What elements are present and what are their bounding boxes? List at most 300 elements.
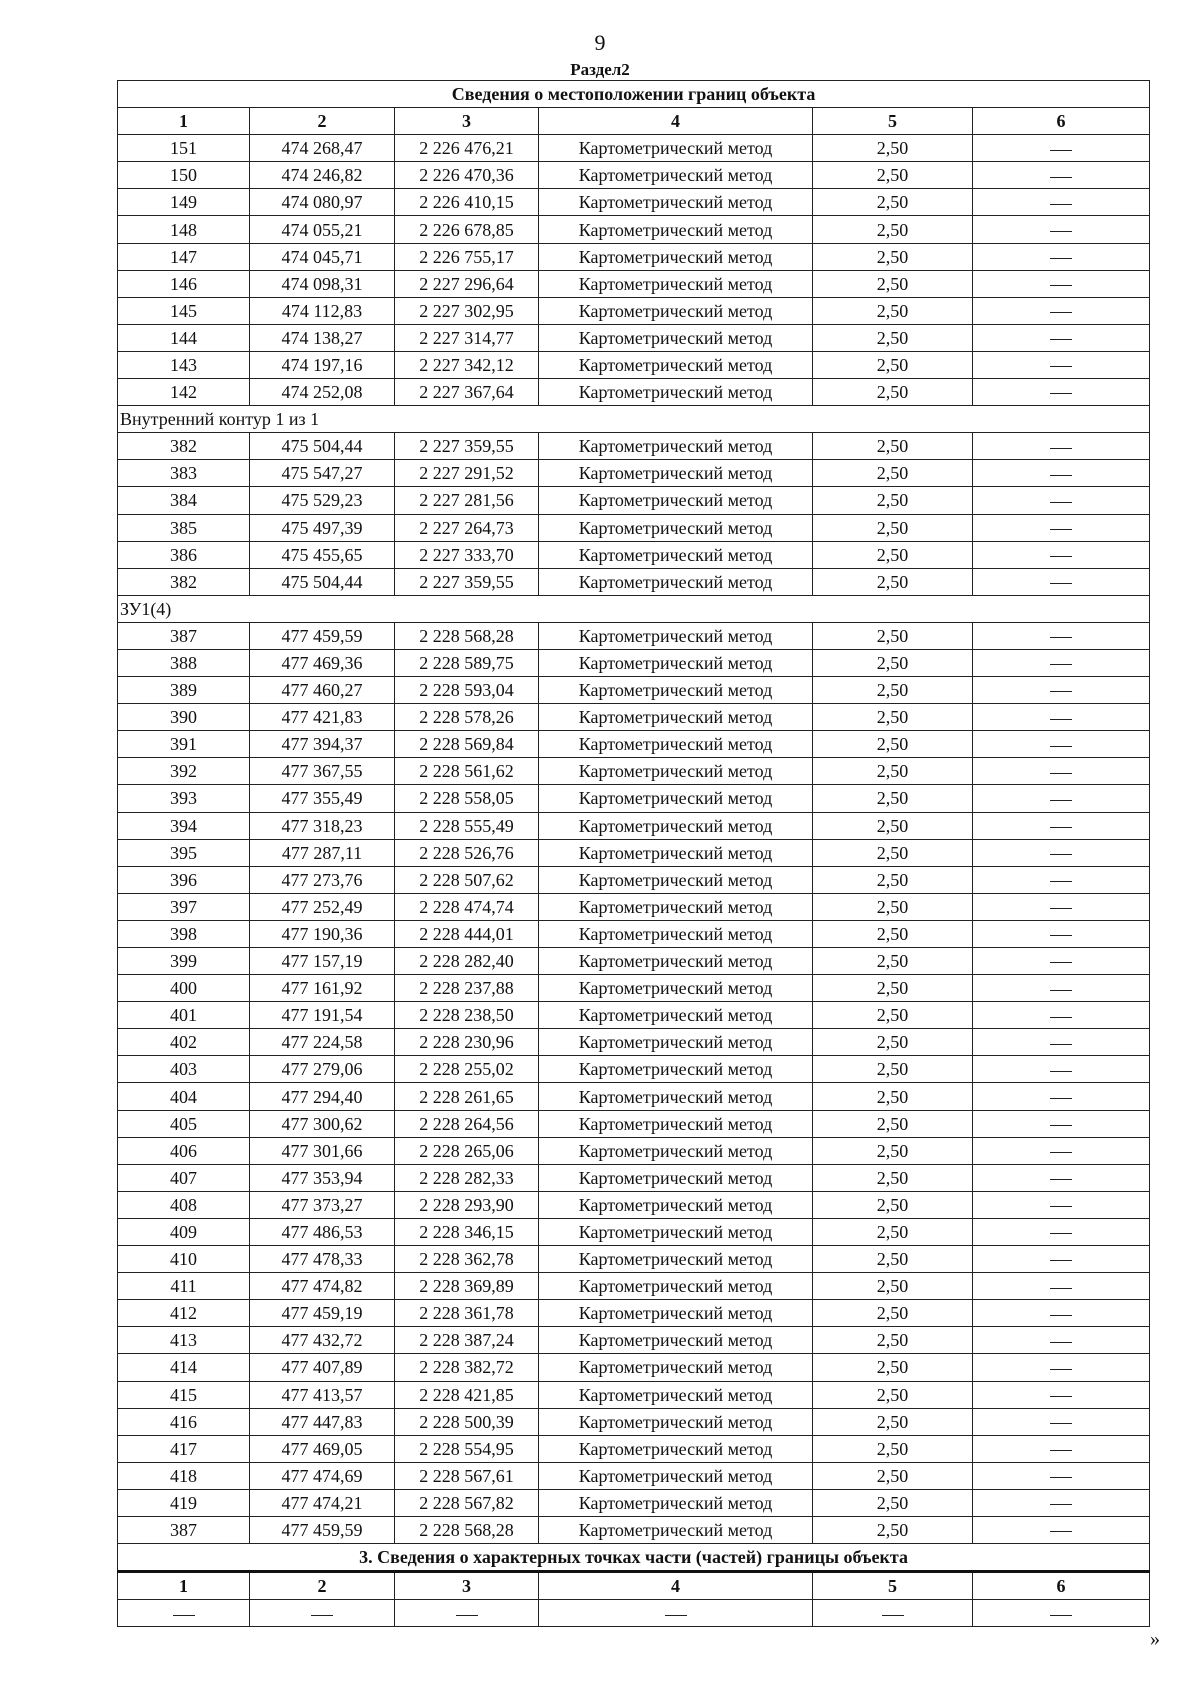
point-number-cell: 411	[118, 1273, 250, 1300]
table-row	[118, 216, 1150, 243]
empty-value-cell	[973, 893, 1150, 920]
y-coordinate-cell: 2 228 369,89	[395, 1273, 539, 1300]
method-cell: Картометрический метод	[539, 1273, 813, 1300]
y-coordinate-cell: 2 226 410,15	[395, 189, 539, 216]
table-row	[118, 162, 1150, 189]
empty-value-cell	[973, 1381, 1150, 1408]
table-row	[118, 893, 1150, 920]
table-row	[118, 920, 1150, 947]
x-coordinate-cell: 474 252,08	[250, 379, 395, 406]
table-row	[118, 1056, 1150, 1083]
y-coordinate-cell: 2 228 555,49	[395, 812, 539, 839]
point-number-cell: 419	[118, 1489, 250, 1516]
dash-mark	[1050, 1450, 1072, 1451]
y-coordinate-cell: 2 228 237,88	[395, 975, 539, 1002]
x-coordinate-cell: 477 469,05	[250, 1435, 395, 1462]
point-number-cell: 410	[118, 1246, 250, 1273]
x-coordinate-cell: 474 268,47	[250, 135, 395, 162]
point-number-cell: 151	[118, 135, 250, 162]
y-coordinate-cell: 2 227 367,64	[395, 379, 539, 406]
x-coordinate-cell: 474 045,71	[250, 243, 395, 270]
point-number-cell: 409	[118, 1218, 250, 1245]
method-cell: Картометрический метод	[539, 1002, 813, 1029]
dash-mark	[1050, 1396, 1072, 1397]
table-row	[118, 1408, 1150, 1435]
x-coordinate-cell: 477 459,59	[250, 1516, 395, 1543]
accuracy-cell: 2,50	[813, 1489, 973, 1516]
point-number-cell: 401	[118, 1002, 250, 1029]
y-coordinate-cell: 2 228 238,50	[395, 1002, 539, 1029]
y-coordinate-cell: 2 228 500,39	[395, 1408, 539, 1435]
point-number-cell: 142	[118, 379, 250, 406]
table-row	[118, 1489, 1150, 1516]
table-row	[118, 1300, 1150, 1327]
accuracy-cell: 2,50	[813, 649, 973, 676]
empty-value-cell	[973, 1327, 1150, 1354]
table-row	[118, 812, 1150, 839]
y-coordinate-cell: 2 228 474,74	[395, 893, 539, 920]
point-number-cell: 396	[118, 866, 250, 893]
method-cell: Картометрический метод	[539, 948, 813, 975]
accuracy-cell: 2,50	[813, 1435, 973, 1462]
empty-value-cell	[973, 297, 1150, 324]
column-number: 5	[813, 108, 973, 135]
point-number-cell: 387	[118, 622, 250, 649]
method-cell: Картометрический метод	[539, 649, 813, 676]
x-coordinate-cell: 474 055,21	[250, 216, 395, 243]
empty-value-cell	[973, 1600, 1150, 1627]
dash-mark	[1050, 177, 1072, 178]
dash-mark	[1050, 990, 1072, 991]
x-coordinate-cell: 475 529,23	[250, 487, 395, 514]
y-coordinate-cell: 2 228 361,78	[395, 1300, 539, 1327]
method-cell: Картометрический метод	[539, 758, 813, 785]
method-cell: Картометрический метод	[539, 514, 813, 541]
y-coordinate-cell: 2 228 507,62	[395, 866, 539, 893]
empty-value-cell	[973, 1408, 1150, 1435]
point-number-cell: 414	[118, 1354, 250, 1381]
y-coordinate-cell: 2 226 470,36	[395, 162, 539, 189]
point-number-cell: 387	[118, 1516, 250, 1543]
y-coordinate-cell: 2 228 578,26	[395, 704, 539, 731]
accuracy-cell: 2,50	[813, 758, 973, 785]
x-coordinate-cell: 477 355,49	[250, 785, 395, 812]
dash-mark	[1050, 827, 1072, 828]
column-number: 3	[395, 1572, 539, 1600]
method-cell: Картометрический метод	[539, 1029, 813, 1056]
table-row	[118, 487, 1150, 514]
dash-mark	[1050, 1531, 1072, 1532]
accuracy-cell: 2,50	[813, 1029, 973, 1056]
point-number-cell: 393	[118, 785, 250, 812]
empty-value-cell	[395, 1600, 539, 1627]
accuracy-cell: 2,50	[813, 568, 973, 595]
group-label: Внутренний контур 1 из 1	[118, 406, 1150, 433]
method-cell: Картометрический метод	[539, 297, 813, 324]
empty-value-cell	[973, 785, 1150, 812]
x-coordinate-cell: 477 279,06	[250, 1056, 395, 1083]
method-cell: Картометрический метод	[539, 1435, 813, 1462]
method-cell: Картометрический метод	[539, 189, 813, 216]
table-row	[118, 839, 1150, 866]
point-number-cell: 382	[118, 433, 250, 460]
dash-mark	[1050, 1260, 1072, 1261]
x-coordinate-cell: 477 459,19	[250, 1300, 395, 1327]
accuracy-cell: 2,50	[813, 839, 973, 866]
x-coordinate-cell: 477 474,21	[250, 1489, 395, 1516]
y-coordinate-cell: 2 227 291,52	[395, 460, 539, 487]
point-number-cell: 390	[118, 704, 250, 731]
section-title: Раздел2	[570, 60, 630, 79]
method-cell: Картометрический метод	[539, 677, 813, 704]
accuracy-cell: 2,50	[813, 1327, 973, 1354]
x-coordinate-cell: 477 157,19	[250, 948, 395, 975]
method-cell: Картометрический метод	[539, 1137, 813, 1164]
method-cell: Картометрический метод	[539, 379, 813, 406]
empty-value-cell	[539, 1600, 813, 1627]
method-cell: Картометрический метод	[539, 541, 813, 568]
table-caption: Сведения о местоположении границ объекта	[118, 81, 1150, 108]
accuracy-cell: 2,50	[813, 731, 973, 758]
closing-quote: »	[1150, 1628, 1160, 1650]
table-row	[118, 785, 1150, 812]
dash-mark	[1050, 719, 1072, 720]
empty-value-cell	[973, 1137, 1150, 1164]
method-cell: Картометрический метод	[539, 1246, 813, 1273]
accuracy-cell: 2,50	[813, 1300, 973, 1327]
accuracy-cell: 2,50	[813, 487, 973, 514]
accuracy-cell: 2,50	[813, 812, 973, 839]
x-coordinate-cell: 475 497,39	[250, 514, 395, 541]
point-number-cell: 413	[118, 1327, 250, 1354]
method-cell: Картометрический метод	[539, 1489, 813, 1516]
empty-value-cell	[973, 812, 1150, 839]
empty-value-cell	[973, 866, 1150, 893]
point-number-cell: 146	[118, 270, 250, 297]
empty-value-cell	[973, 216, 1150, 243]
method-cell: Картометрический метод	[539, 812, 813, 839]
accuracy-cell: 2,50	[813, 975, 973, 1002]
dash-mark	[1050, 1369, 1072, 1370]
x-coordinate-cell: 477 432,72	[250, 1327, 395, 1354]
y-coordinate-cell: 2 228 346,15	[395, 1218, 539, 1245]
point-number-cell: 408	[118, 1191, 250, 1218]
point-number-cell: 402	[118, 1029, 250, 1056]
table-row	[118, 297, 1150, 324]
empty-value-cell	[973, 487, 1150, 514]
accuracy-cell: 2,50	[813, 785, 973, 812]
column-number-row	[118, 108, 1150, 135]
accuracy-cell: 2,50	[813, 216, 973, 243]
y-coordinate-cell: 2 228 293,90	[395, 1191, 539, 1218]
y-coordinate-cell: 2 228 593,04	[395, 677, 539, 704]
y-coordinate-cell: 2 228 561,62	[395, 758, 539, 785]
empty-value-cell	[973, 433, 1150, 460]
dash-mark	[1050, 556, 1072, 557]
table-row	[118, 1246, 1150, 1273]
method-cell: Картометрический метод	[539, 216, 813, 243]
dash-mark	[1050, 312, 1072, 313]
table-row	[118, 758, 1150, 785]
accuracy-cell: 2,50	[813, 893, 973, 920]
accuracy-cell: 2,50	[813, 1137, 973, 1164]
column-number: 5	[813, 1572, 973, 1600]
empty-value-cell	[973, 704, 1150, 731]
empty-value-cell	[973, 541, 1150, 568]
point-number-cell: 388	[118, 649, 250, 676]
x-coordinate-cell: 477 447,83	[250, 1408, 395, 1435]
empty-value-cell	[973, 948, 1150, 975]
dash-mark	[1050, 258, 1072, 259]
table-row	[118, 1218, 1150, 1245]
method-cell: Картометрический метод	[539, 704, 813, 731]
empty-value-cell	[973, 379, 1150, 406]
dash-mark	[1050, 746, 1072, 747]
table-row	[118, 243, 1150, 270]
accuracy-cell: 2,50	[813, 704, 973, 731]
empty-value-cell	[973, 1462, 1150, 1489]
y-coordinate-cell: 2 228 567,82	[395, 1489, 539, 1516]
dash-mark	[1050, 935, 1072, 936]
accuracy-cell: 2,50	[813, 1246, 973, 1273]
y-coordinate-cell: 2 228 569,84	[395, 731, 539, 758]
accuracy-cell: 2,50	[813, 622, 973, 649]
table-row	[118, 189, 1150, 216]
accuracy-cell: 2,50	[813, 351, 973, 378]
section3-title: 3. Сведения о характерных точках части (частей) границы объекта	[118, 1544, 1150, 1572]
table-row	[118, 270, 1150, 297]
point-number-cell: 400	[118, 975, 250, 1002]
column-number: 1	[118, 1572, 250, 1600]
table-row	[118, 1110, 1150, 1137]
empty-value-cell	[813, 1600, 973, 1627]
x-coordinate-cell: 475 455,65	[250, 541, 395, 568]
x-coordinate-cell: 477 413,57	[250, 1381, 395, 1408]
empty-value-cell	[973, 920, 1150, 947]
accuracy-cell: 2,50	[813, 1516, 973, 1543]
method-cell: Картометрический метод	[539, 1327, 813, 1354]
point-number-cell: 412	[118, 1300, 250, 1327]
point-number-cell: 148	[118, 216, 250, 243]
x-coordinate-cell: 477 469,36	[250, 649, 395, 676]
empty-value-cell	[973, 1516, 1150, 1543]
point-number-cell: 143	[118, 351, 250, 378]
x-coordinate-cell: 474 080,97	[250, 189, 395, 216]
y-coordinate-cell: 2 228 589,75	[395, 649, 539, 676]
method-cell: Картометрический метод	[539, 920, 813, 947]
accuracy-cell: 2,50	[813, 460, 973, 487]
dash-mark	[1050, 448, 1072, 449]
method-cell: Картометрический метод	[539, 893, 813, 920]
table-row	[118, 649, 1150, 676]
y-coordinate-cell: 2 228 362,78	[395, 1246, 539, 1273]
point-number-cell: 394	[118, 812, 250, 839]
accuracy-cell: 2,50	[813, 1273, 973, 1300]
table-row	[118, 1164, 1150, 1191]
accuracy-cell: 2,50	[813, 1002, 973, 1029]
y-coordinate-cell: 2 228 265,06	[395, 1137, 539, 1164]
dash-mark	[1050, 502, 1072, 503]
x-coordinate-cell: 474 246,82	[250, 162, 395, 189]
y-coordinate-cell: 2 227 314,77	[395, 324, 539, 351]
dash-mark	[1050, 664, 1072, 665]
x-coordinate-cell: 474 197,16	[250, 351, 395, 378]
accuracy-cell: 2,50	[813, 379, 973, 406]
x-coordinate-cell: 477 460,27	[250, 677, 395, 704]
y-coordinate-cell: 2 228 261,65	[395, 1083, 539, 1110]
empty-value-cell	[973, 1110, 1150, 1137]
table-row	[118, 622, 1150, 649]
empty-value-cell	[973, 839, 1150, 866]
empty-value-cell	[973, 351, 1150, 378]
table-row	[118, 568, 1150, 595]
table-row	[118, 948, 1150, 975]
dash-mark	[1050, 800, 1072, 801]
accuracy-cell: 2,50	[813, 1354, 973, 1381]
method-cell: Картометрический метод	[539, 270, 813, 297]
empty-value-cell	[973, 1083, 1150, 1110]
x-coordinate-cell: 477 367,55	[250, 758, 395, 785]
empty-value-cell	[973, 1218, 1150, 1245]
x-coordinate-cell: 477 474,82	[250, 1273, 395, 1300]
empty-value-cell	[973, 677, 1150, 704]
x-coordinate-cell: 477 252,49	[250, 893, 395, 920]
x-coordinate-cell: 474 098,31	[250, 270, 395, 297]
table-row	[118, 433, 1150, 460]
accuracy-cell: 2,50	[813, 270, 973, 297]
x-coordinate-cell: 477 224,58	[250, 1029, 395, 1056]
method-cell: Картометрический метод	[539, 1056, 813, 1083]
y-coordinate-cell: 2 228 554,95	[395, 1435, 539, 1462]
section3-caption-row	[118, 1544, 1150, 1572]
method-cell: Картометрический метод	[539, 866, 813, 893]
y-coordinate-cell: 2 228 264,56	[395, 1110, 539, 1137]
y-coordinate-cell: 2 226 755,17	[395, 243, 539, 270]
empty-value-cell	[973, 758, 1150, 785]
point-number-cell: 395	[118, 839, 250, 866]
method-cell: Картометрический метод	[539, 1408, 813, 1435]
point-number-cell: 383	[118, 460, 250, 487]
dash-mark	[1050, 204, 1072, 205]
y-coordinate-cell: 2 228 568,28	[395, 1516, 539, 1543]
table-row	[118, 731, 1150, 758]
dash-mark	[1050, 1044, 1072, 1045]
table-row	[118, 704, 1150, 731]
point-number-cell: 385	[118, 514, 250, 541]
dash-mark	[1050, 637, 1072, 638]
x-coordinate-cell: 477 273,76	[250, 866, 395, 893]
column-number: 2	[250, 1572, 395, 1600]
accuracy-cell: 2,50	[813, 1408, 973, 1435]
method-cell: Картометрический метод	[539, 839, 813, 866]
dash-mark	[1050, 1423, 1072, 1424]
accuracy-cell: 2,50	[813, 1110, 973, 1137]
accuracy-cell: 2,50	[813, 514, 973, 541]
point-number-cell: 386	[118, 541, 250, 568]
empty-value-cell	[973, 1029, 1150, 1056]
column-number: 6	[973, 108, 1150, 135]
accuracy-cell: 2,50	[813, 866, 973, 893]
point-number-cell: 417	[118, 1435, 250, 1462]
x-coordinate-cell: 477 300,62	[250, 1110, 395, 1137]
method-cell: Картометрический метод	[539, 1164, 813, 1191]
column-number: 6	[973, 1572, 1150, 1600]
dash-mark	[1050, 962, 1072, 963]
point-number-cell: 392	[118, 758, 250, 785]
method-cell: Картометрический метод	[539, 785, 813, 812]
method-cell: Картометрический метод	[539, 135, 813, 162]
empty-value-cell	[973, 1246, 1150, 1273]
column-number: 2	[250, 108, 395, 135]
empty-value-cell	[973, 162, 1150, 189]
dash-mark	[1050, 583, 1072, 584]
y-coordinate-cell: 2 227 359,55	[395, 433, 539, 460]
empty-value-cell	[973, 649, 1150, 676]
y-coordinate-cell: 2 227 342,12	[395, 351, 539, 378]
x-coordinate-cell: 477 394,37	[250, 731, 395, 758]
empty-value-cell	[973, 135, 1150, 162]
accuracy-cell: 2,50	[813, 135, 973, 162]
x-coordinate-cell: 477 287,11	[250, 839, 395, 866]
accuracy-cell: 2,50	[813, 243, 973, 270]
column-number: 4	[539, 1572, 813, 1600]
accuracy-cell: 2,50	[813, 162, 973, 189]
group-row	[118, 406, 1150, 433]
table-row	[118, 975, 1150, 1002]
accuracy-cell: 2,50	[813, 433, 973, 460]
table-row	[118, 677, 1150, 704]
dash-mark	[882, 1615, 904, 1616]
method-cell: Картометрический метод	[539, 1083, 813, 1110]
dash-mark	[1050, 231, 1072, 232]
empty-value-cell	[973, 514, 1150, 541]
x-coordinate-cell: 477 191,54	[250, 1002, 395, 1029]
empty-value-cell	[973, 622, 1150, 649]
point-number-cell: 149	[118, 189, 250, 216]
table-row	[118, 351, 1150, 378]
y-coordinate-cell: 2 228 444,01	[395, 920, 539, 947]
table-row	[118, 324, 1150, 351]
point-number-cell: 144	[118, 324, 250, 351]
method-cell: Картометрический метод	[539, 1381, 813, 1408]
dash-mark	[311, 1615, 333, 1616]
accuracy-cell: 2,50	[813, 920, 973, 947]
point-number-cell: 147	[118, 243, 250, 270]
accuracy-cell: 2,50	[813, 297, 973, 324]
table-row	[118, 1516, 1150, 1543]
dash-mark	[1050, 881, 1072, 882]
method-cell: Картометрический метод	[539, 487, 813, 514]
accuracy-cell: 2,50	[813, 1083, 973, 1110]
y-coordinate-cell: 2 227 281,56	[395, 487, 539, 514]
accuracy-cell: 2,50	[813, 1381, 973, 1408]
y-coordinate-cell: 2 228 230,96	[395, 1029, 539, 1056]
table-row	[118, 1083, 1150, 1110]
accuracy-cell: 2,50	[813, 541, 973, 568]
y-coordinate-cell: 2 227 296,64	[395, 270, 539, 297]
table-row	[118, 1435, 1150, 1462]
point-number-cell: 415	[118, 1381, 250, 1408]
method-cell: Картометрический метод	[539, 1300, 813, 1327]
dash-mark	[1050, 1071, 1072, 1072]
dash-mark	[1050, 854, 1072, 855]
y-coordinate-cell: 2 228 282,33	[395, 1164, 539, 1191]
x-coordinate-cell: 477 161,92	[250, 975, 395, 1002]
point-number-cell: 398	[118, 920, 250, 947]
point-number-cell: 384	[118, 487, 250, 514]
dash-mark	[1050, 475, 1072, 476]
accuracy-cell: 2,50	[813, 1462, 973, 1489]
